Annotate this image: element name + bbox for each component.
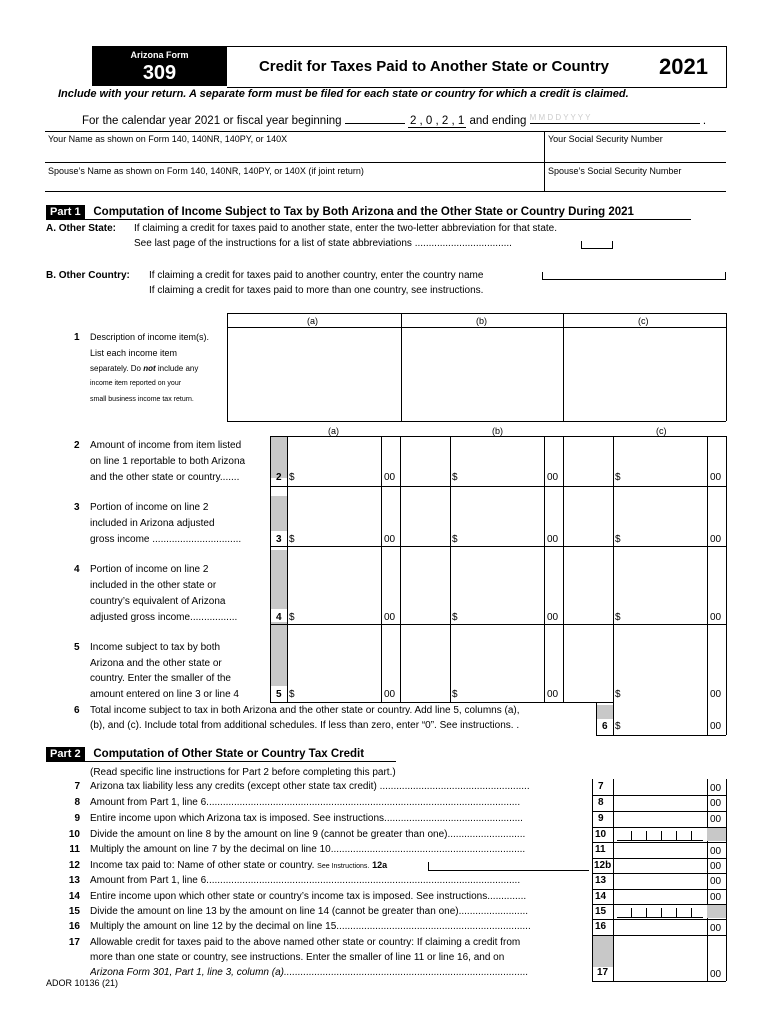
line8-cents: 00 — [710, 798, 722, 809]
line1-text1: Description of income item(s). — [90, 332, 210, 342]
line4-c-dollar: $ — [615, 612, 621, 623]
line4-a-dollar: $ — [289, 612, 295, 623]
your-name-field[interactable] — [46, 146, 542, 160]
line5-c-cents: 00 — [710, 689, 722, 700]
line2-a-dollar: $ — [289, 472, 295, 483]
line8-amount-field[interactable] — [615, 796, 705, 809]
line16-text: Multiply the amount on line 12 by the decimal on line 15...................................................................... — [90, 921, 531, 932]
form-footer-code: ADOR 10136 (21) — [46, 978, 119, 988]
line1-text2: List each income item — [90, 348, 178, 358]
line6-cents: 00 — [710, 721, 722, 732]
country-name-field[interactable] — [542, 272, 726, 280]
line14-cents: 00 — [710, 892, 722, 903]
line12b-cents: 00 — [710, 861, 722, 872]
line5-text-4: amount entered on line 3 or line 4 — [90, 689, 239, 700]
line17-amount-field[interactable] — [615, 966, 705, 979]
line3-b-amount-field[interactable] — [463, 532, 543, 546]
line9-amount-field[interactable] — [615, 812, 705, 825]
line15-number: 15 — [68, 906, 80, 917]
line14-text: Entire income upon which other state or country’s income tax is imposed. See instructions.............. — [90, 891, 527, 902]
line7-box-number: 7 — [598, 781, 604, 792]
amount-col-c-header: (c) — [656, 426, 667, 436]
amount-col-b-header: (b) — [492, 426, 503, 436]
line11-cents: 00 — [710, 846, 722, 857]
line4-c-amount-field[interactable] — [626, 610, 706, 624]
line2-a-cents: 00 — [384, 472, 396, 483]
calendar-prefix: For the calendar year 2021 or fiscal year beginning — [82, 115, 342, 127]
line16-amount-field[interactable] — [615, 920, 705, 933]
line17-box-number: 17 — [597, 967, 609, 978]
line1-description-a[interactable] — [229, 329, 399, 419]
line15-text: Divide the amount on line 13 by the amount on line 14 (cannot be greater than one)......................... — [90, 906, 529, 917]
line3-number: 3 — [74, 502, 80, 513]
form-number: 309 — [142, 62, 177, 84]
line5-text-2: Arizona and the other state or — [90, 658, 222, 669]
line17-text1: Allowable credit for taxes paid to the above named other state or country: If claiming a credit from — [90, 937, 521, 948]
line13-cents: 00 — [710, 876, 722, 887]
other-country-label: B. Other Country: — [46, 270, 130, 281]
line10-box-number: 10 — [595, 829, 607, 840]
line8-box-number: 8 — [598, 797, 604, 808]
line16-box-number: 16 — [595, 921, 607, 932]
other-state-text1: If claiming a credit for taxes paid to another state, enter the two-letter abbreviation for that state. — [134, 223, 558, 234]
line11-amount-field[interactable] — [615, 843, 705, 856]
line6-text1: Total income subject to tax in both Arizona and the other state or country. Add line 5, columns (a), — [90, 705, 520, 716]
line11-box-number: 11 — [595, 844, 606, 855]
line2-b-amount-field[interactable] — [463, 470, 543, 484]
tax-year: 2021 — [641, 46, 727, 88]
spouse-name-label: Spouse’s Name as shown on Form 140, 140NR, 140PY, or 140X (if joint return) — [48, 166, 364, 176]
begin-month-day-field[interactable] — [345, 113, 405, 124]
filing-instruction: Include with your return. A separate form must be filed for each state or country for which a credit is claimed. — [58, 88, 629, 100]
line3-c-amount-field[interactable] — [626, 532, 706, 546]
line6-dollar: $ — [615, 721, 621, 732]
line9-text: Entire income upon which Arizona tax is imposed. See instructions.................................................. — [90, 813, 523, 824]
line5-a-amount-field[interactable] — [300, 687, 380, 701]
line5-b-amount-field[interactable] — [463, 687, 543, 701]
part2-note: (Read specific line instructions for Part 2 before completing this part.) — [90, 767, 396, 778]
line3-c-dollar: $ — [615, 534, 621, 545]
line17-number: 17 — [68, 937, 80, 948]
spouse-ssn-label: Spouse’s Social Security Number — [548, 166, 682, 176]
line4-b-amount-field[interactable] — [463, 610, 543, 624]
line4-a-amount-field[interactable] — [300, 610, 380, 624]
line14-amount-field[interactable] — [615, 890, 705, 903]
line4-a-cents: 00 — [384, 612, 396, 623]
line14-number: 14 — [68, 891, 80, 902]
line3-text-3: gross income ................................ — [90, 534, 242, 545]
line7-amount-field[interactable] — [615, 780, 705, 793]
line7-text: Arizona tax liability less any credits (except other state tax credit) ...................................................... — [90, 781, 530, 792]
line14-box-number: 14 — [595, 891, 607, 902]
line2-c-cents: 00 — [710, 472, 722, 483]
line6-amount-field[interactable] — [626, 719, 706, 733]
line5-b-dollar: $ — [452, 689, 458, 700]
line4-text-4: adjusted gross income................. — [90, 612, 238, 623]
line3-a-cents: 00 — [384, 534, 396, 545]
line9-number: 9 — [74, 813, 80, 824]
spouse-ssn-field[interactable] — [546, 178, 724, 190]
line1-text4: income item reported on your — [90, 380, 182, 387]
line9-cents: 00 — [710, 814, 722, 825]
line4-c-cents: 00 — [710, 612, 722, 623]
line9-box-number: 9 — [598, 813, 604, 824]
line2-b-dollar: $ — [452, 472, 458, 483]
line5-a-cents: 00 — [384, 689, 396, 700]
line2-text-3: and the other state or country....... — [90, 472, 240, 483]
line3-text-2: included in Arizona adjusted — [90, 518, 215, 529]
line15-decimal-field[interactable] — [617, 908, 703, 918]
line5-text-3: country. Enter the smaller of the — [90, 673, 231, 684]
part1-header — [46, 206, 634, 218]
line13-text: Amount from Part 1, line 6................................................................................................................. — [90, 875, 521, 886]
spouse-name-field[interactable] — [46, 178, 542, 190]
your-ssn-field[interactable] — [546, 146, 724, 160]
part2-title: Computation of Other State or Country Tax Credit — [93, 748, 365, 760]
line12b-box-number: 12b — [594, 860, 612, 871]
end-date-field[interactable]: M M D D Y Y Y Y — [530, 113, 700, 124]
line1-number: 1 — [74, 332, 80, 343]
form-title: Credit for Taxes Paid to Another State or Country — [227, 46, 641, 88]
line8-text: Amount from Part 1, line 6................................................................................................................. — [90, 797, 521, 808]
line1-text3: separately. Do not include any — [90, 364, 199, 373]
line12b-amount-field[interactable] — [615, 859, 705, 872]
line6-number: 6 — [74, 705, 80, 716]
line4-text-2: included in the other state or — [90, 580, 217, 591]
line4-box-number: 4 — [276, 612, 282, 623]
line12-text: Income tax paid to: Name of other state or country. See Instructions. 12a — [90, 860, 388, 871]
line10-text: Divide the amount on line 8 by the amount on line 9 (cannot be greater than one)............................ — [90, 829, 526, 840]
line11-number: 11 — [69, 844, 80, 855]
line3-b-dollar: $ — [452, 534, 458, 545]
line16-cents: 00 — [710, 923, 722, 934]
line3-box-number: 3 — [276, 534, 282, 545]
line12-number: 12 — [68, 860, 80, 871]
line1-col-b-header: (b) — [476, 316, 487, 326]
line1-text5: small business income tax return. — [90, 396, 194, 403]
line4-text-1: Portion of income on line 2 — [90, 564, 209, 575]
part1-label: Part 1 — [46, 205, 85, 219]
your-ssn-label: Your Social Security Number — [548, 134, 663, 144]
line5-number: 5 — [74, 642, 80, 653]
your-name-label: Your Name as shown on Form 140, 140NR, 140PY, or 140X — [48, 134, 288, 144]
line1-description-c[interactable] — [565, 329, 724, 419]
line17-text2: more than one state or country, see instructions. Enter the smaller of line 11 or line 16, and on — [90, 952, 505, 963]
line13-number: 13 — [68, 875, 80, 886]
line7-cents: 00 — [710, 783, 722, 794]
part1-title: Computation of Income Subject to Tax by Both Arizona and the Other State or Country During 2021 — [93, 206, 634, 218]
form-number-box — [92, 46, 227, 86]
line4-b-dollar: $ — [452, 612, 458, 623]
amount-col-a-header: (a) — [328, 426, 339, 436]
form-label: Arizona Form — [130, 50, 189, 60]
line3-c-cents: 00 — [710, 534, 722, 545]
other-state-text2: See last page of the instructions for a list of state abbreviations ................................... — [134, 238, 512, 249]
line15-box-number: 15 — [595, 906, 607, 917]
line3-a-dollar: $ — [289, 534, 295, 545]
line17-cents: 00 — [710, 969, 722, 980]
part2-label: Part 2 — [46, 747, 85, 761]
line17-text3: Arizona Form 301, Part 1, line 3, column (a)........................................................................................ — [90, 967, 529, 978]
line2-a-amount-field[interactable] — [300, 470, 380, 484]
other-state-label: A. Other State: — [46, 223, 117, 234]
line3-a-amount-field[interactable] — [300, 532, 380, 546]
line5-b-cents: 00 — [547, 689, 559, 700]
line6-text2: (b), and (c). Include total from additional schedules. If less than zero, enter “0”. See instructions. . — [90, 720, 520, 731]
line1-description-b[interactable] — [403, 329, 561, 419]
line13-box-number: 13 — [595, 875, 607, 886]
line16-number: 16 — [68, 921, 80, 932]
line2-b-cents: 00 — [547, 472, 559, 483]
part2-header — [46, 748, 364, 760]
line5-c-amount-field[interactable] — [626, 687, 706, 701]
other-country-text2: If claiming a credit for taxes paid to more than one country, see instructions. — [149, 285, 484, 296]
line2-box-number: 2 — [276, 472, 282, 483]
line4-b-cents: 00 — [547, 612, 559, 623]
line10-decimal-field[interactable] — [617, 831, 703, 841]
line2-number: 2 — [74, 440, 80, 451]
line2-text-1: Amount of income from item listed — [90, 440, 242, 451]
line10-number: 10 — [68, 829, 80, 840]
line2-c-dollar: $ — [615, 472, 621, 483]
line12a-name-field[interactable] — [428, 862, 589, 871]
line4-text-3: country’s equivalent of Arizona — [90, 596, 226, 607]
line11-text: Multiply the amount on line 7 by the decimal on line 10...................................................................... — [90, 844, 526, 855]
line6-box-number: 6 — [602, 721, 608, 732]
line5-box-number: 5 — [276, 689, 282, 700]
line1-col-a-header: (a) — [307, 316, 318, 326]
calendar-line: For the calendar year 2021 or fiscal year beginning 2 , 0 , 2 , 1 and ending M M D D Y Y Y Y . — [82, 113, 707, 127]
line5-c-dollar: $ — [615, 689, 621, 700]
other-country-text1: If claiming a credit for taxes paid to another country, enter the country name — [149, 270, 484, 281]
line5-text-1: Income subject to tax by both — [90, 642, 221, 653]
line1-col-c-header: (c) — [638, 316, 649, 326]
line3-text-1: Portion of income on line 2 — [90, 502, 209, 513]
line5-a-dollar: $ — [289, 689, 295, 700]
line8-number: 8 — [74, 797, 80, 808]
line3-b-cents: 00 — [547, 534, 559, 545]
state-abbreviation-field[interactable] — [581, 241, 613, 249]
line13-amount-field[interactable] — [615, 874, 705, 887]
line7-number: 7 — [74, 781, 80, 792]
line2-text-2: on line 1 reportable to both Arizona — [90, 456, 246, 467]
line4-number: 4 — [74, 564, 80, 575]
line2-c-amount-field[interactable] — [626, 470, 706, 484]
begin-year-field[interactable]: 2 , 0 , 2 , 1 — [409, 115, 465, 127]
calendar-mid: and ending — [469, 115, 527, 127]
